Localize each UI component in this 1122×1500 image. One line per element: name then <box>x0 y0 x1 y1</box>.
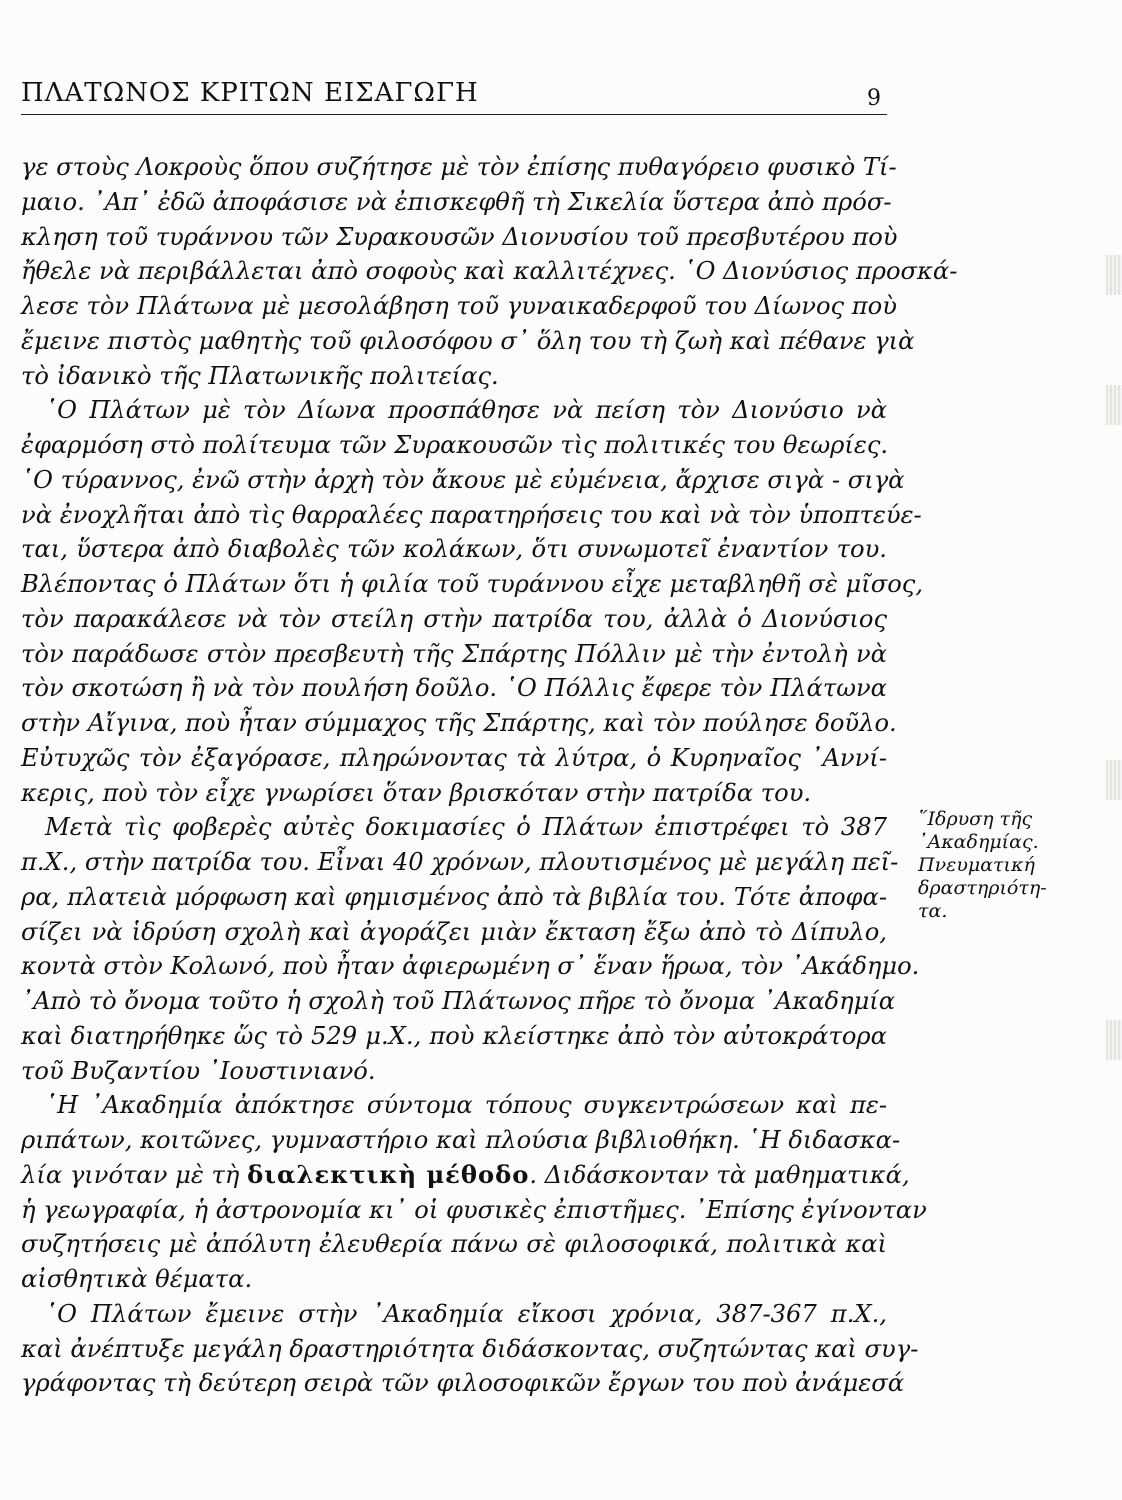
text-line: ῾Ο τύραννος, ἐνῶ στὴν ἀρχὴ τὸν ἄκουε μὲ εὐμένεια, ἄρχισε σιγὰ - σιγὰ <box>21 465 905 494</box>
text-line <box>21 1158 910 1193</box>
text-line: τὸν παράδωσε στὸν πρεσβευτὴ τῆς Σπάρτης Πόλλιν μὲ τὴν ἐντολὴ νὰ <box>21 639 887 668</box>
text-line: καὶ διατηρήθηκε ὥς τὸ 529 μ.Χ., ποὺ κλείστηκε ἀπὸ τὸν αὐτοκράτορα <box>21 1021 887 1050</box>
margin-note <box>918 808 1108 923</box>
text-line: Εὐτυχῶς τὸν ἐξαγόρασε, πληρώνοντας τὰ λύτρα, ὁ Κυρηναῖος ᾿Αννί- <box>21 743 887 772</box>
text-line: γε στοὺς Λοκροὺς ὅπου συζήτησε μὲ τὸν ἐπίσης πυθαγόρειο φυσικὸ Τί- <box>21 153 897 181</box>
margin-note-line: ᾿Ακαδημίας. <box>918 831 1039 853</box>
text-segment: λία γινόταν μὲ τὴ <box>21 1160 248 1189</box>
text-line: τοῦ Βυζαντίου ᾿Ιουστινιανό. <box>21 1056 376 1085</box>
text-line: ριπάτων, κοιτῶνες, γυμναστήριο καὶ πλούσια βιβλιοθήκη. ῾Η διδασκα- <box>21 1126 901 1154</box>
text-line: τὸν σκοτώση ἢ νὰ τὸν πουλήση δοῦλο. ῾Ο Πόλλις ἔφερε τὸν Πλάτωνα <box>21 674 887 703</box>
page-number: 9 <box>867 86 881 111</box>
text-line: Βλέποντας ὁ Πλάτων ὅτι ἡ φιλία τοῦ τυράννου εἶχε μεταβληθῆ σὲ μῖσος, <box>21 570 924 598</box>
margin-note-line: Πνευματική <box>918 854 1035 876</box>
header-title: ΠΛΑΤΩΝΟΣ ΚΡΙΤΩΝ ΕΙΣΑΓΩΓΗ <box>21 78 479 108</box>
text-line: σίζει νὰ ἱδρύση σχολὴ καὶ ἀγοράζει μιὰν ἔκταση ἔξω ἀπὸ τὸ Δίπυλο, <box>21 917 887 946</box>
text-line: αἰσθητικὰ θέματα. <box>21 1265 253 1293</box>
bleed-through-smudge <box>1106 1020 1122 1060</box>
text-line: ρα, πλατειὰ μόρφωση καὶ φημισμένος ἀπὸ τὰ βιβλία του. Τότε ἀποφα- <box>21 882 887 911</box>
bleed-through-smudge <box>1106 760 1122 800</box>
margin-note-line: ῞Ιδρυση τῆς <box>918 808 1033 830</box>
text-line: Μετὰ τὶς φοβερὲς αὐτὲς δοκιμασίες ὁ Πλάτων ἐπιστρέφει τὸ 387 <box>45 813 887 842</box>
text-line: τὸν παρακάλεσε νὰ τὸν στείλη στὴν πατρίδα του, ἀλλὰ ὁ Διονύσιος <box>21 604 887 633</box>
text-line: ῾Ο Πλάτων μὲ τὸν Δίωνα προσπάθησε νὰ πείση τὸν Διονύσιο νὰ <box>45 396 887 425</box>
running-header <box>21 70 887 115</box>
margin-note-line: τα. <box>918 900 948 922</box>
text-line: κληση τοῦ τυράννου τῶν Συρακουσῶν Διονυσίου τοῦ πρεσβυτέρου ποὺ <box>21 222 898 251</box>
text-line: γράφοντας τὴ δεύτερη σειρὰ τῶν φιλοσοφικῶν ἔργων του ποὺ ἀνάμεσά <box>21 1369 905 1398</box>
emphasized-term: διαλεκτικὴ μέθοδο <box>247 1159 530 1189</box>
text-line: νὰ ἐνοχλῆται ἀπὸ τὶς θαρραλέες παρατηρήσεις του καὶ νὰ τὸν ὑποπτεύε- <box>21 500 922 529</box>
text-line: τὸ ἰδανικὸ τῆς Πλατωνικῆς πολιτείας. <box>21 361 499 390</box>
text-line: ἤθελε νὰ περιβάλλεται ἀπὸ σοφοὺς καὶ καλλιτέχνες. ῾Ο Διονύσιος προσκά- <box>21 257 958 286</box>
text-line: στὴν Αἴγινα, ποὺ ἦταν σύμμαχος τῆς Σπάρτης, καὶ τὸν πούλησε δοῦλο. <box>21 709 897 737</box>
text-line: λεσε τὸν Πλάτωνα μὲ μεσολάβηση τοῦ γυναικαδερφοῦ του Δίωνος ποὺ <box>21 292 897 320</box>
text-line: ἡ γεωγραφία, ἡ ἀστρονομία κι᾿ οἱ φυσικὲς ἐπιστῆμες. ᾿Επίσης ἐγίνονταν <box>21 1195 927 1224</box>
text-line: ῾Η ᾿Ακαδημία ἀπόκτησε σύντομα τόπους συγκεντρώσεων καὶ πε- <box>45 1091 887 1120</box>
text-line: ται, ὕστερα ἀπὸ διαβολὲς τῶν κολάκων, ὅτι συνωμοτεῖ ἐναντίον του. <box>21 535 887 564</box>
text-line: κοντὰ στὸν Κολωνό, ποὺ ἦταν ἀφιερωμένη σ᾿ ἕναν ἥρωα, τὸν ᾿Ακάδημο. <box>21 952 920 981</box>
margin-note-line: δραστηριότη- <box>918 877 1047 899</box>
bleed-through-smudge <box>1106 385 1122 425</box>
text-line: ᾿Απὸ τὸ ὄνομα τοῦτο ἡ σχολὴ τοῦ Πλάτωνος πῆρε τὸ ὄνομα ᾿Ακαδημία <box>21 987 896 1015</box>
text-line: καὶ ἀνέπτυξε μεγάλη δραστηριότητα διδάσκοντας, συζητώντας καὶ συγ- <box>21 1334 919 1363</box>
main-text <box>21 150 958 1401</box>
bleed-through-smudge <box>1106 255 1122 295</box>
text-line: κερις, ποὺ τὸν εἶχε γνωρίσει ὅταν βρισκόταν στὴν πατρίδα του. <box>21 778 812 807</box>
text-line: ἐφαρμόση στὸ πολίτευμα τῶν Συρακουσῶν τὶς πολιτικές του θεωρίες. <box>21 431 889 459</box>
text-line: μαιο. ᾿Απ᾿ ἐδῶ ἀποφάσισε νὰ ἐπισκεφθῆ τὴ Σικελία ὕστερα ἀπὸ πρόσ- <box>21 187 892 216</box>
text-line: συζητήσεις μὲ ἀπόλυτη ἐλευθερία πάνω σὲ φιλοσοφικά, πολιτικὰ καὶ <box>21 1230 887 1259</box>
text-line: ῾Ο Πλάτων ἔμεινε στὴν ᾿Ακαδημία εἴκοσι χρόνια, 387-367 π.Χ., <box>45 1299 887 1328</box>
text-segment: . Διδάσκονταν τὰ μαθηματικά, <box>529 1160 910 1189</box>
text-line: π.Χ., στὴν πατρίδα του. Εἶναι 40 χρόνων, πλουτισμένος μὲ μεγάλη πεῖ- <box>21 848 899 876</box>
text-line: ἔμεινε πιστὸς μαθητὴς τοῦ φιλοσόφου σ᾿ ὅλη του τὴ ζωὴ καὶ πέθανε γιὰ <box>21 326 915 355</box>
